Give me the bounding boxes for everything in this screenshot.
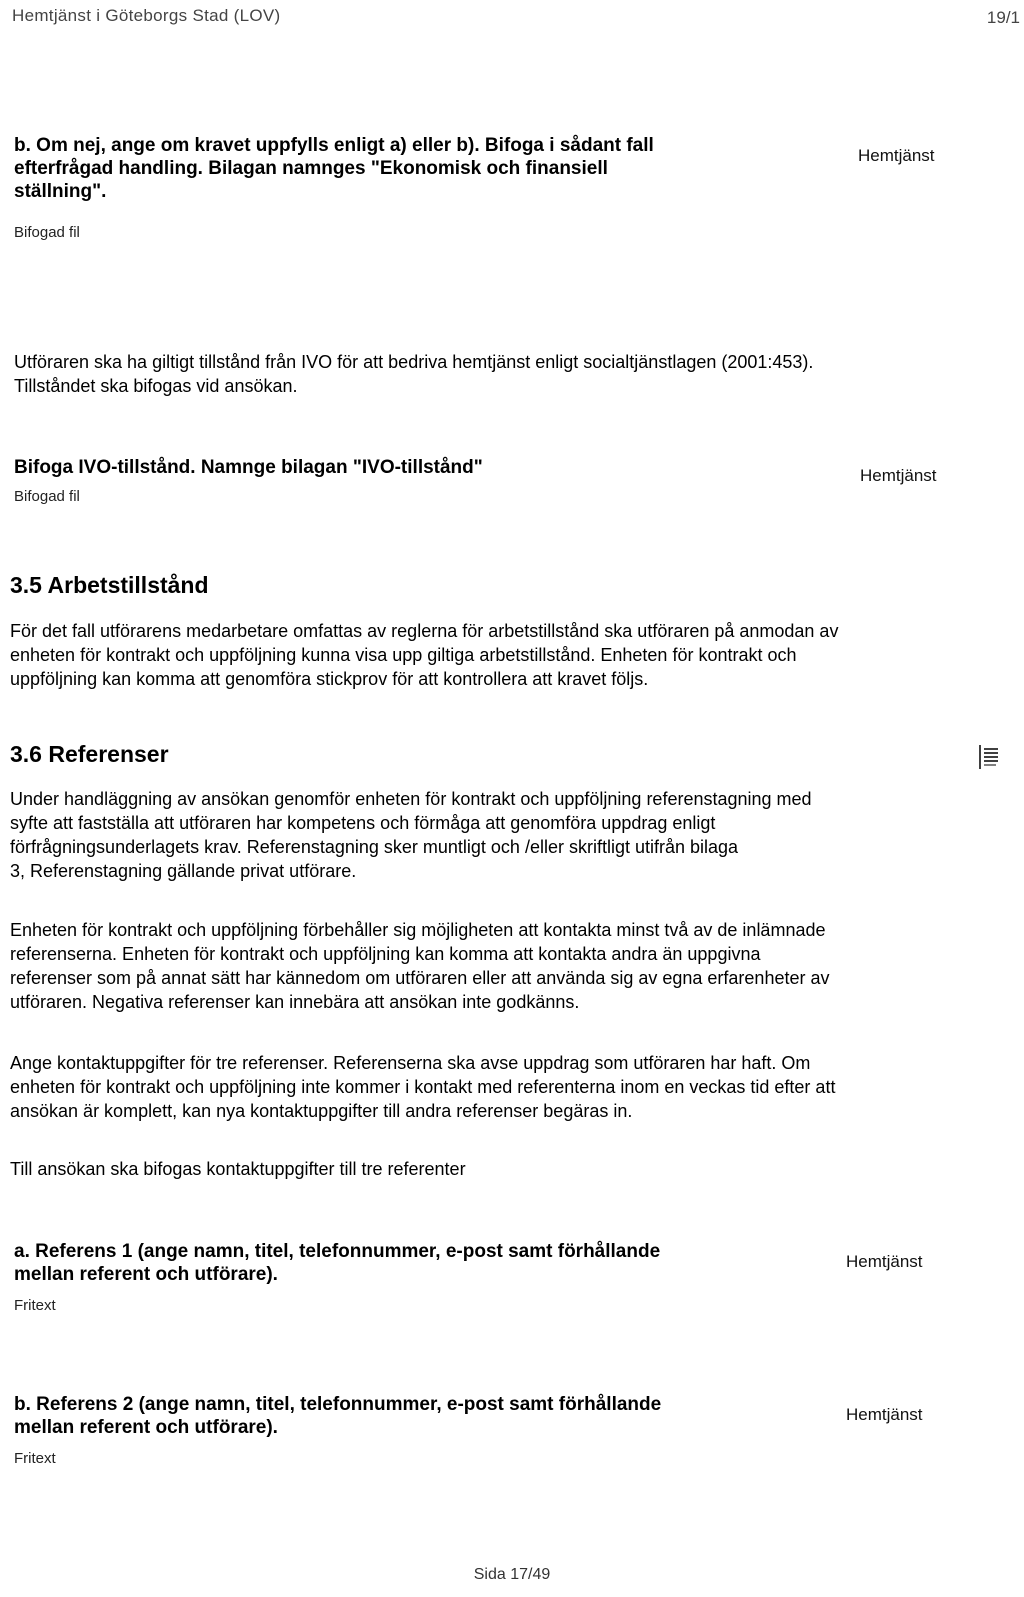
paragraph-line: Utföraren ska ha giltigt tillstånd från IVO för att bedriva hemtjänst enligt socialtjänstlagen (2001:453).: [14, 352, 814, 372]
answer-type-attachment: Bifogad fil: [14, 488, 80, 505]
question-line: b. Om nej, ange om kravet uppfylls enligt a) eller b). Bifoga i sådant fall: [14, 135, 654, 156]
paragraph-line: enheten för kontrakt och uppföljning inte kommer i kontakt med referenterna inom en veckas tid efter att: [10, 1077, 836, 1097]
paragraph-line: förfrågningsunderlagets krav. Referenstagning sker muntligt och /eller skriftligt utifrån bilaga: [10, 837, 739, 857]
document-list-icon[interactable]: [978, 743, 1000, 771]
section-arbetstillstand-body: [10, 619, 1020, 691]
document-header-title: Hemtjänst i Göteborgs Stad (LOV): [12, 6, 281, 25]
question-line: ställning".: [14, 181, 107, 202]
question-financial-status: [14, 134, 814, 203]
paragraph-line: 3, Referenstagning gällande privat utförare.: [10, 861, 357, 881]
category-label: Hemtjänst: [860, 466, 937, 485]
paragraph-line: ansökan är komplett, kan nya kontaktuppgifter till andra referenser begäras in.: [10, 1101, 633, 1121]
paragraph-line: Tillståndet ska bifogas vid ansökan.: [14, 376, 298, 396]
paragraph-line: Under handläggning av ansökan genomför enheten för kontrakt och uppföljning referenstagning med: [10, 789, 812, 809]
category-label: Hemtjänst: [846, 1252, 923, 1271]
document-header-page-ref: 19/1: [986, 8, 1020, 27]
referenser-paragraph-1: [10, 787, 1020, 883]
paragraph-line: utföraren. Negativa referenser kan innebära att ansökan inte godkänns.: [10, 992, 580, 1012]
question-reference-1: [14, 1240, 814, 1286]
paragraph-line: uppföljning kan komma att genomföra stickprov för att kontrollera att kravet följs.: [10, 669, 649, 689]
page-number: Sida 17/49: [473, 1566, 551, 1583]
section-heading-arbetstillstand: 3.5 Arbetstillstånd: [10, 572, 209, 598]
paragraph-line: enheten för kontrakt och uppföljning kunna visa upp giltiga arbetstillstånd. Enheten för kontrakt och: [10, 645, 797, 665]
question-line: a. Referens 1 (ange namn, titel, telefonnummer, e-post samt förhållande: [14, 1241, 661, 1262]
category-label: Hemtjänst: [846, 1405, 923, 1424]
referenser-paragraph-2: [10, 918, 1020, 1014]
category-label: Hemtjänst: [858, 146, 935, 165]
answer-type-attachment: Bifogad fil: [14, 224, 80, 241]
question-reference-2: [14, 1393, 814, 1439]
referenser-paragraph-4: Till ansökan ska bifogas kontaktuppgifter till tre referenter: [10, 1159, 466, 1179]
paragraph-line: referenserna. Enheten för kontrakt och uppföljning kan komma att kontakta andra än uppgivna: [10, 944, 761, 964]
paragraph-line: Ange kontaktuppgifter för tre referenser. Referenserna ska avse uppdrag som utföraren har haft. Om: [10, 1053, 811, 1073]
question-line: efterfrågad handling. Bilagan namnges "Ekonomisk och finansiell: [14, 158, 608, 179]
referenser-paragraph-3: [10, 1051, 1024, 1123]
answer-type-freetext: Fritext: [14, 1450, 56, 1467]
answer-type-freetext: Fritext: [14, 1297, 56, 1314]
question-line: b. Referens 2 (ange namn, titel, telefonnummer, e-post samt förhållande: [14, 1394, 662, 1415]
question-line: mellan referent och utförare).: [14, 1264, 278, 1285]
paragraph-line: Enheten för kontrakt och uppföljning förbehåller sig möjligheten att kontakta minst två av de inlämnade: [10, 920, 826, 940]
paragraph-line: referenser som på annat sätt har kännedom om utföraren eller att använda sig av egna erfarenheter av: [10, 968, 830, 988]
ivo-requirement-text: [14, 350, 1014, 398]
question-ivo-attachment: Bifoga IVO-tillstånd. Namnge bilagan "IVO-tillstånd": [14, 457, 483, 478]
paragraph-line: syfte att fastställa att utföraren har kompetens och förmåga att genomföra uppdrag enligt: [10, 813, 716, 833]
section-heading-referenser: 3.6 Referenser: [10, 741, 169, 767]
paragraph-line: För det fall utförarens medarbetare omfattas av reglerna för arbetstillstånd ska utföraren på anmodan av: [10, 621, 839, 641]
question-line: mellan referent och utförare).: [14, 1417, 278, 1438]
